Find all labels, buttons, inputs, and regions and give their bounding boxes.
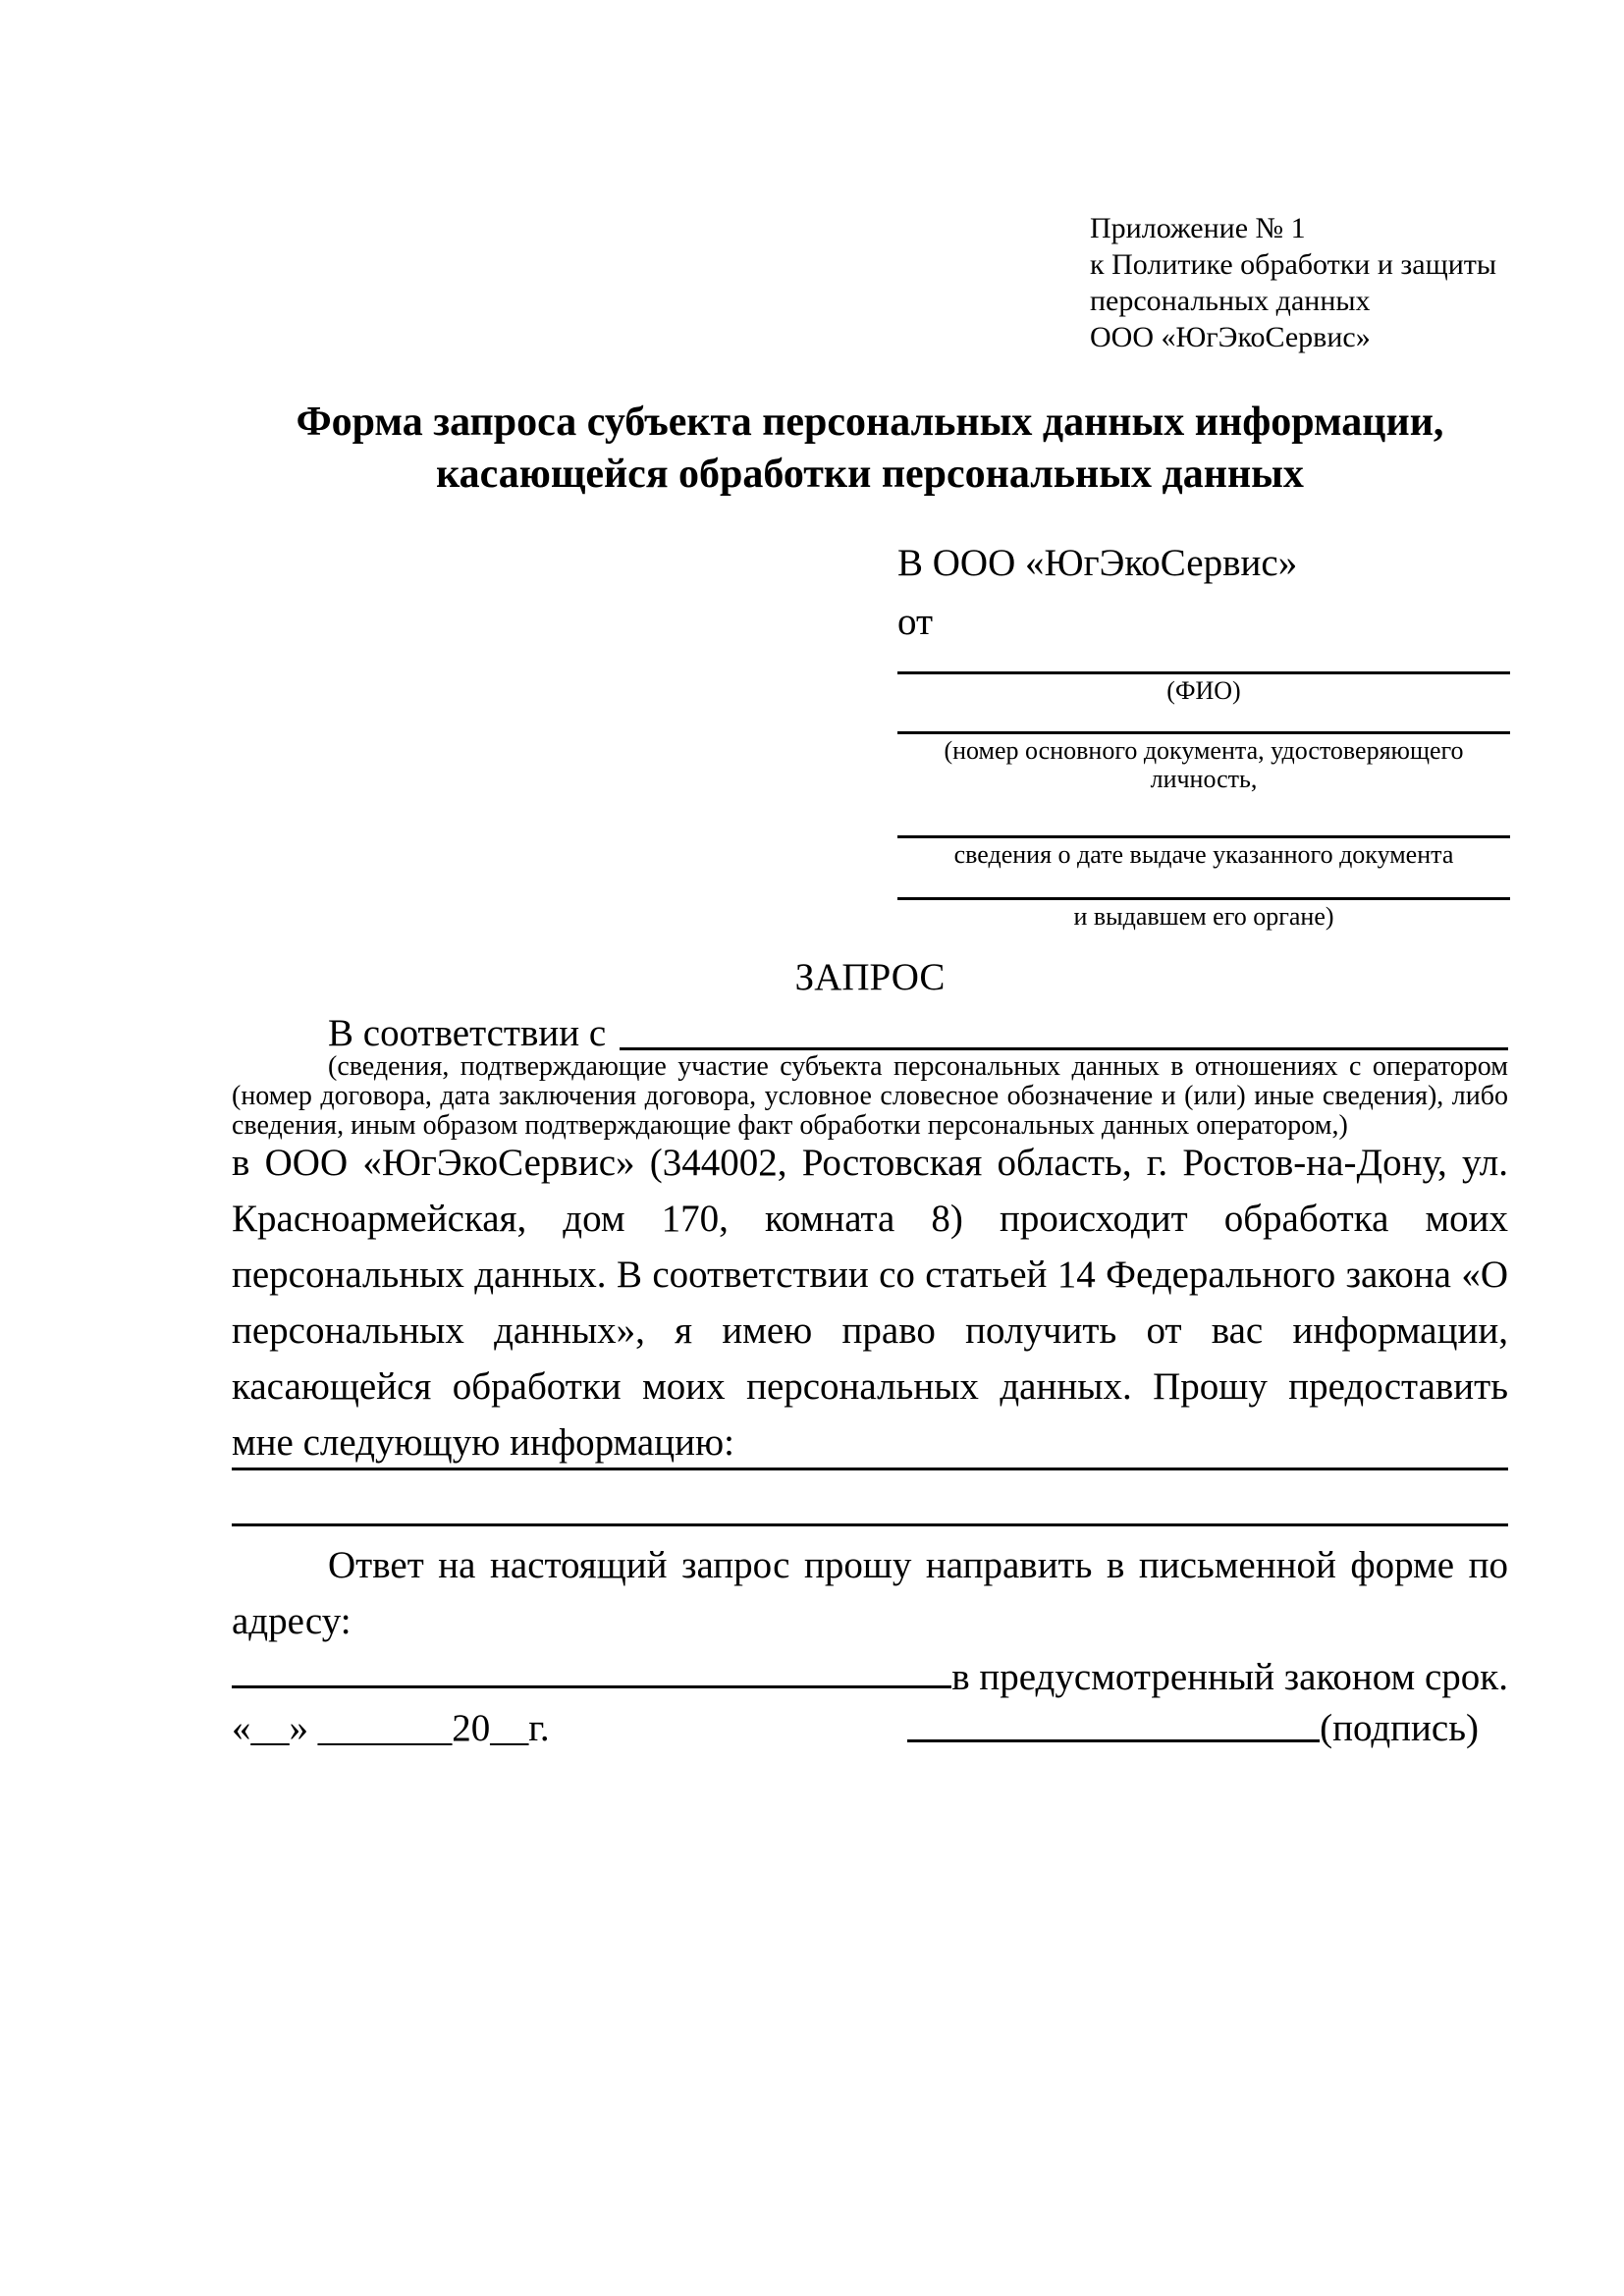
appendix-line: ООО «ЮгЭкоСервис» [1090,321,1371,353]
issue-date-field-caption: сведения о дате выдаче указанного документа [953,840,1454,869]
addressee-from-label: от [897,601,934,643]
reply-address-row [232,1649,1508,1705]
info-field-line-2[interactable] [232,1523,1508,1526]
issuing-authority-field-line[interactable] [897,897,1510,900]
accordance-row [232,1011,1508,1055]
signature-group [907,1706,1479,1750]
issue-date-field-line[interactable] [897,835,1510,838]
request-heading: ЗАПРОС [794,956,946,998]
form-title [232,397,1508,501]
appendix-line: Приложение № 1 [1090,212,1306,244]
signature-caption: (подпись) [1320,1707,1479,1749]
date-blank[interactable]: «__» _______20__г. [232,1707,550,1749]
form-title-line-1: Форма запроса субъекта персональных данных информации, [296,400,1444,445]
addressee-organization: В ООО «ЮгЭкоСервис» [897,542,1298,584]
document-number-field-caption: (номер основного документа, удостоверяющего личность, [944,736,1464,793]
addressee-block [897,542,1510,931]
fio-field-caption: (ФИО) [1166,676,1241,705]
reply-deadline-text: в предусмотренный законом срок. [951,1656,1508,1698]
request-body-paragraph: в ООО «ЮгЭкоСервис» (344002, Ростовская область, г. Ростов-на-Дону, ул. Красноармейская, дом 170, комната 8) происходит обработка моих персональных данных. В соответствии со статьей 14 Федерального закона «О персональных данных», я имею право получить от вас информации, касающейся обработки моих персональных данных. Прошу предоставить мне следующую информацию: [232,1142,1508,1464]
issuing-authority-field-caption: и выдавшем его органе) [1073,902,1334,931]
appendix-line: к Политике обработки и защиты [1090,248,1497,281]
reply-block [232,1537,1508,1705]
date-signature-row [232,1706,1508,1750]
accordance-lead-text: В соответствии с [328,1012,607,1054]
info-field-line-1[interactable] [232,1468,1508,1470]
appendix-block [1090,210,1532,355]
signature-field-line[interactable] [907,1706,1320,1742]
fio-field-line[interactable] [897,671,1510,674]
accordance-field-line[interactable] [620,1011,1508,1050]
form-title-line-2: касающейся обработки персональных данных [436,452,1304,497]
appendix-line: персональных данных [1090,285,1371,317]
reply-request-line: Ответ на настоящий запрос прошу направить в письменной форме по адресу: [232,1544,1508,1642]
accordance-note: (сведения, подтверждающие участие субъекта персональных данных в отношениях с оператором (номер договора, дата заключения договора, условное словесное обозначение и (или) иные сведения), либо сведения, иным образом подтверждающие факт обработки персональных данных оператором,) [232,1051,1508,1141]
document-number-field-line[interactable] [897,731,1510,734]
reply-address-field-line[interactable] [232,1649,951,1688]
